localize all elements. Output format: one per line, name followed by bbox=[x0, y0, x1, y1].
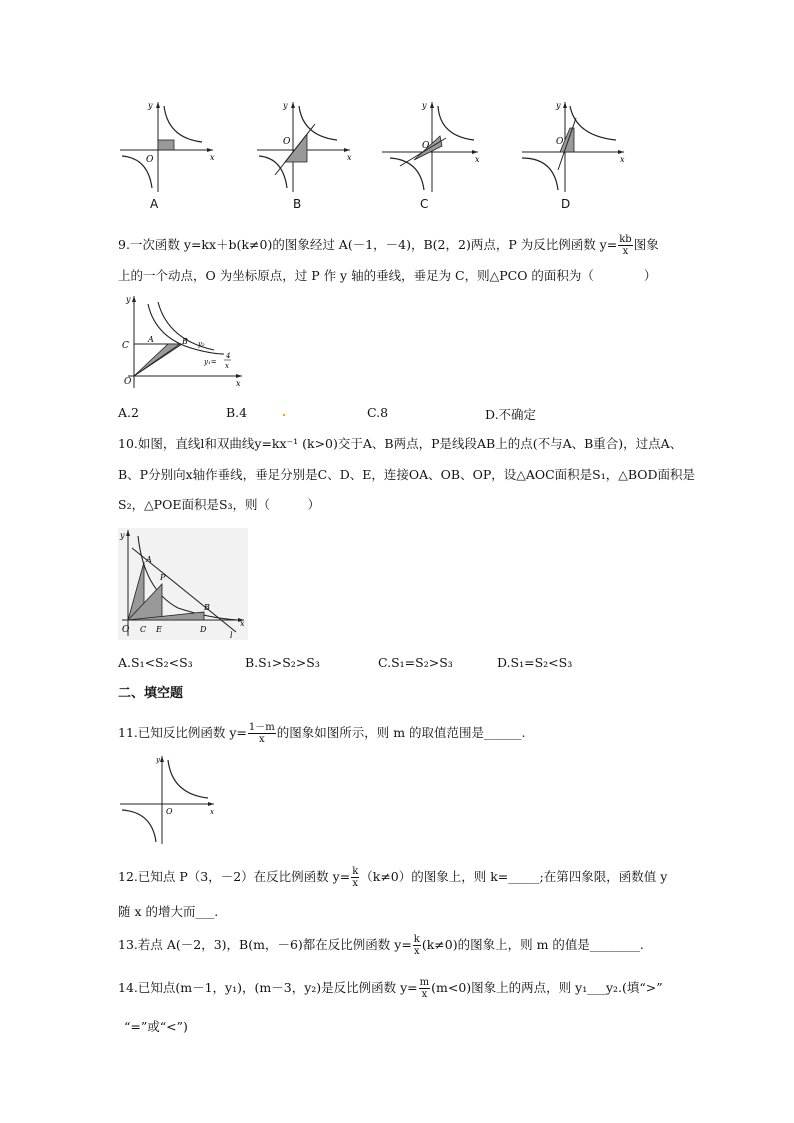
q8-option-graphs bbox=[110, 95, 640, 220]
q12-fraction: $\frac{k}{x}$ bbox=[352, 866, 359, 889]
q14-fraction: $\frac{m}{x}$ bbox=[419, 977, 430, 1000]
q10-label-x: x bbox=[240, 619, 245, 628]
svg-text:x: x bbox=[475, 155, 480, 164]
svg-text:y: y bbox=[422, 101, 427, 110]
q14-line2: “=”或“<”) bbox=[124, 1019, 188, 1034]
q10-label-c: C bbox=[140, 625, 147, 634]
q8-option-c: C bbox=[420, 197, 429, 211]
svg-text:y: y bbox=[556, 101, 561, 110]
q10-label-b: B bbox=[204, 603, 210, 612]
q8-option-b: B bbox=[293, 197, 302, 211]
svg-text:x: x bbox=[347, 153, 352, 162]
svg-text:y: y bbox=[283, 101, 288, 110]
q9-line1: 9.一次函数 y=kx＋b(k≠0)的图象经过 A(－1，－4)，B(2，2)两点，P 为反比例函数 y= $\frac{kb}{x}$ 图象 bbox=[118, 234, 659, 257]
q10-line3: S₂，△POE面积是S₃，则（ ） bbox=[118, 497, 321, 512]
q9-figure bbox=[118, 292, 248, 390]
q10-choice-a: A.S₁<S₂<S₃ bbox=[118, 655, 193, 670]
q8-graph-d bbox=[520, 100, 630, 195]
q10-label-o: O bbox=[122, 625, 130, 635]
q9-label-fden: x bbox=[225, 362, 229, 370]
q10-line2: B、P分别向x轴作垂线，垂足分别是C、D、E，连接OA、OB、OP，设△AOC面积是S₁，△BOD面积是 bbox=[118, 467, 696, 482]
q9-label-c: C bbox=[122, 341, 129, 351]
q10-choice-c: C.S₁=S₂>S₃ bbox=[378, 655, 453, 670]
q10-label-e: E bbox=[156, 625, 162, 634]
svg-text:x: x bbox=[210, 153, 215, 162]
q13-line: 13.若点 A(－2，3)，B(m，－6)都在反比例函数 y= $\frac{k}{x}$ (k≠0)的图象上，则 m 的值是________. bbox=[118, 934, 644, 957]
q9-choice-d: D.不确定 bbox=[485, 407, 537, 422]
svg-text:O: O bbox=[283, 137, 291, 147]
q9-label-y: y bbox=[126, 295, 131, 304]
q8-graph-b bbox=[255, 100, 355, 195]
q11-label-x: x bbox=[210, 808, 214, 816]
q9-choice-c: C.8 bbox=[367, 405, 389, 420]
svg-text:O: O bbox=[556, 137, 564, 147]
section-title: 二、填空题 bbox=[118, 686, 184, 701]
stray-mark bbox=[283, 414, 285, 416]
q9-label-fnum: 4 bbox=[226, 352, 231, 360]
q10-label-a: A bbox=[146, 555, 152, 564]
q9-label-b: B bbox=[182, 337, 188, 346]
q12-line1: 12.已知点 P（3，－2）在反比例函数 y= $\frac{k}{x}$ （k≠0）的图象上，则 k=_____;在第四象限，函数值 y bbox=[118, 866, 668, 889]
q9-fraction: $\frac{kb}{x}$ bbox=[619, 234, 632, 257]
q9-line2: 上的一个动点，O 为坐标原点，过 P 作 y 轴的垂线，垂足为 C，则△PCO 的面积为（ ） bbox=[118, 268, 657, 283]
svg-text:y: y bbox=[148, 101, 153, 110]
svg-text:O: O bbox=[146, 155, 154, 165]
q11-label-o: O bbox=[166, 807, 173, 816]
svg-text:O: O bbox=[422, 141, 430, 151]
q9-label-y2: y₂ bbox=[198, 340, 205, 348]
q10-choice-d: D.S₁=S₂<S₃ bbox=[497, 655, 573, 670]
q11-figure bbox=[118, 754, 218, 846]
q9-label-a: A bbox=[148, 335, 154, 344]
q10-line1: 10.如图，直线l和双曲线y=kx⁻¹ (k>0)交于A、B两点，P是线段AB上的点(不与A、B重合)，过点A、 bbox=[118, 436, 683, 451]
q9-label-o: O bbox=[124, 377, 132, 387]
q8-option-d: D bbox=[561, 197, 571, 211]
q10-choice-b: B.S₁>S₂>S₃ bbox=[245, 655, 320, 670]
q10-label-d: D bbox=[200, 625, 207, 634]
q10-label-p: P bbox=[160, 573, 166, 582]
q10-figure bbox=[118, 528, 248, 640]
q11-label-y: y bbox=[156, 756, 160, 764]
q8-option-a: A bbox=[150, 197, 159, 211]
q8-graph-c bbox=[380, 100, 485, 195]
q12-line2: 随 x 的增大而___. bbox=[118, 904, 219, 919]
q9-label-x: x bbox=[236, 379, 241, 388]
q14-line1: 14.已知点(m－1，y₁)，(m－3，y₂)是反比例函数 y= $\frac{m}{x}$ (m<0)图象上的两点，则 y₁___y₂.(填“>” bbox=[118, 977, 663, 1000]
q11-line: 11.已知反比例函数 y= $\frac{1-m}{x}$ 的图象如图所示，则 m 的取值范围是______. bbox=[118, 722, 526, 745]
q9-label-y1: y₁= bbox=[204, 358, 217, 366]
q10-label-y: y bbox=[120, 531, 125, 540]
q8-graph-a bbox=[118, 100, 218, 195]
q9-choice-b: B.4 bbox=[226, 405, 248, 420]
q9-choice-a: A.2 bbox=[118, 405, 139, 420]
q11-fraction: $\frac{1-m}{x}$ bbox=[248, 722, 275, 745]
svg-text:x: x bbox=[620, 155, 625, 164]
q10-label-l: l bbox=[230, 631, 233, 640]
q13-fraction: $\frac{k}{x}$ bbox=[413, 934, 420, 957]
